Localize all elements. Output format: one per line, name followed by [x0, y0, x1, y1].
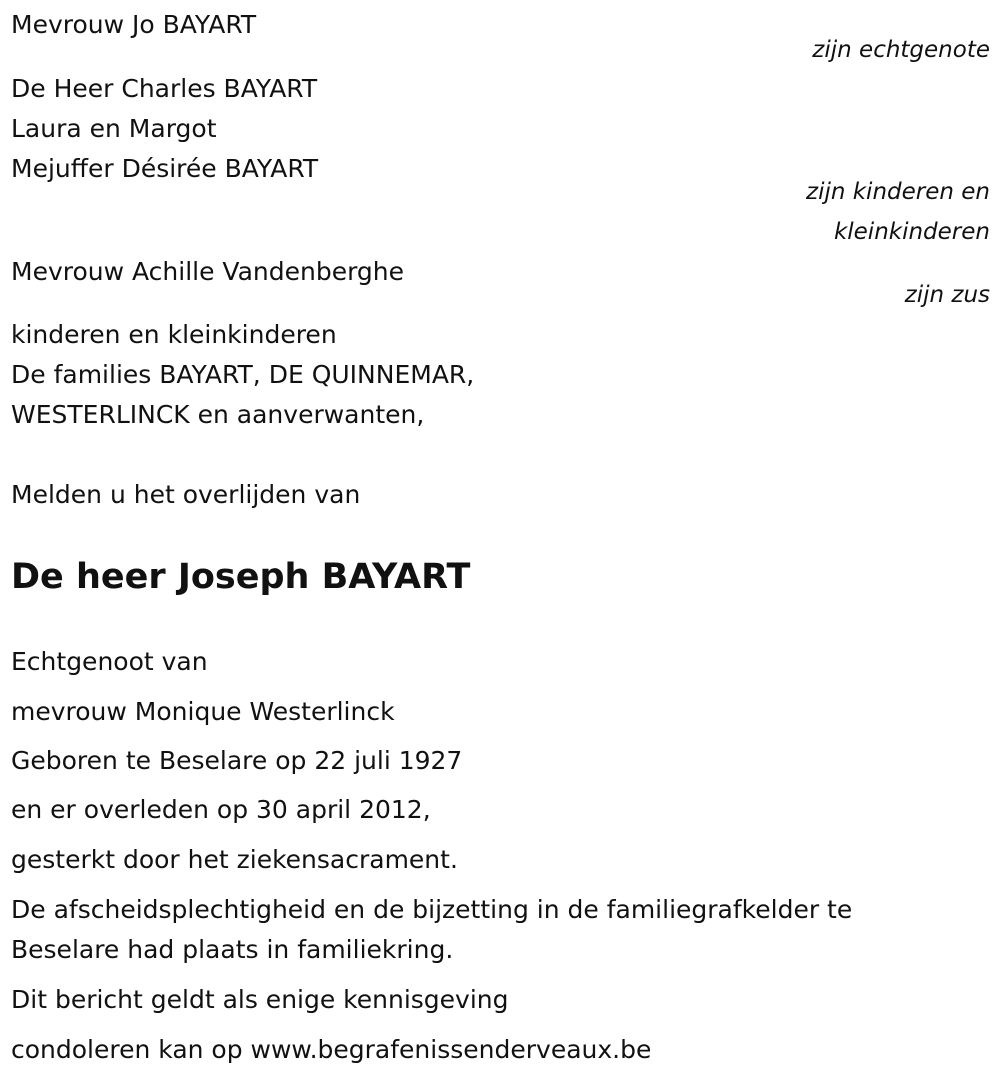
detail-line: gesterkt door het ziekensacrament.	[11, 845, 458, 874]
deceased-name: De heer Joseph BAYART	[11, 557, 471, 597]
detail-line: Geboren te Beselare op 22 juli 1927	[11, 746, 463, 775]
extended-family-line: kinderen en kleinkinderen	[11, 320, 337, 349]
announcement-text: Melden u het overlijden van	[11, 480, 361, 509]
detail-line: en er overleden op 30 april 2012,	[11, 795, 431, 824]
children-role-continued: kleinkinderen	[833, 219, 990, 245]
detail-line: mevrouw Monique Westerlinck	[11, 697, 395, 726]
sister-name: Mevrouw Achille Vandenberghe	[11, 257, 405, 286]
extended-family-line: WESTERLINCK en aanverwanten,	[11, 400, 425, 429]
child-line: Mejuffer Désirée BAYART	[11, 154, 319, 183]
spouse-role: zijn echtgenote	[812, 37, 990, 63]
spouse-name: Mevrouw Jo BAYART	[11, 10, 257, 39]
detail-line: Beselare had plaats in familiekring.	[11, 935, 454, 964]
sister-role: zijn zus	[904, 282, 990, 308]
detail-line: De afscheidsplechtigheid en de bijzetting in de familiegrafkelder te	[11, 895, 853, 924]
child-line: De Heer Charles BAYART	[11, 74, 318, 103]
child-line: Laura en Margot	[11, 114, 217, 143]
detail-line: Echtgenoot van	[11, 647, 208, 676]
extended-family-line: De families BAYART, DE QUINNEMAR,	[11, 360, 475, 389]
condolence-website: condoleren kan op www.begrafenissenderveaux.be	[11, 1035, 652, 1064]
children-role: zijn kinderen en	[806, 179, 990, 205]
detail-line: Dit bericht geldt als enige kennisgeving	[11, 985, 509, 1014]
